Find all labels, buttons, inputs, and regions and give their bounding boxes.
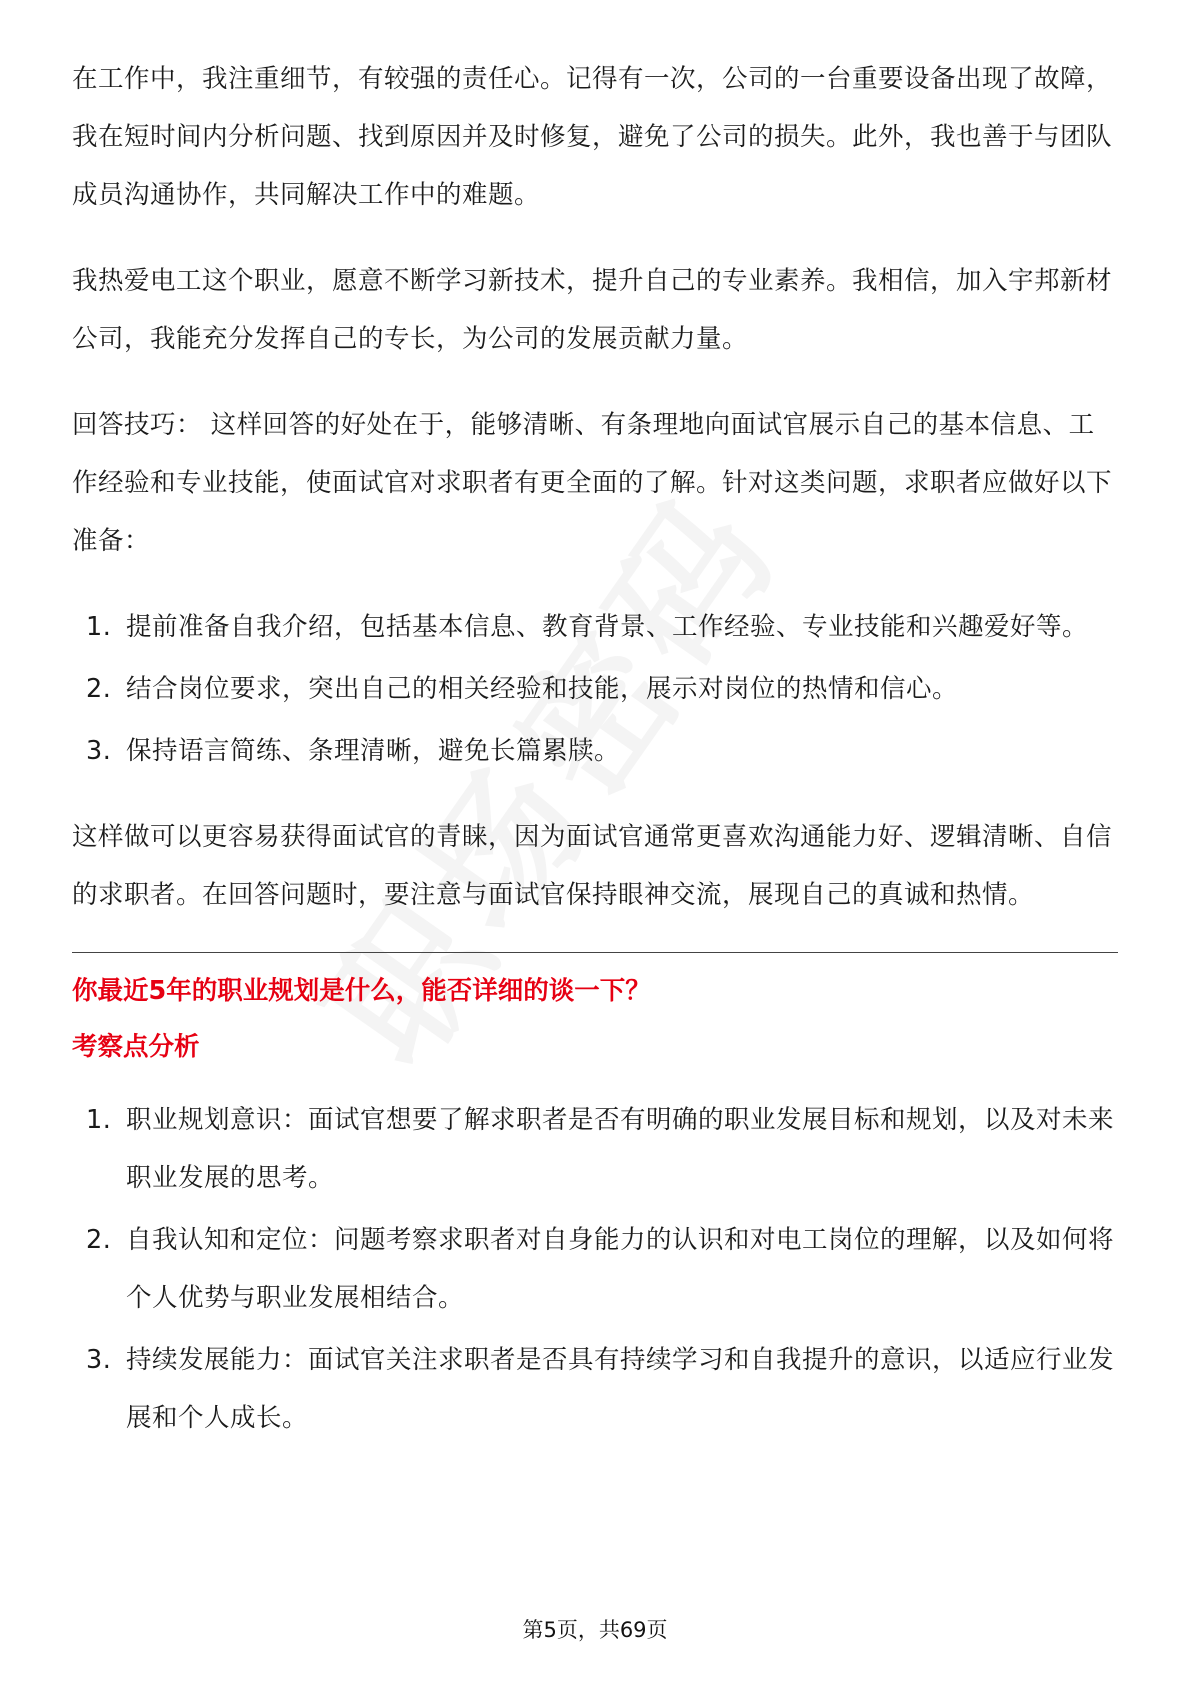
list-item (72, 1331, 1118, 1447)
analysis-heading: 考察点分析 (72, 1032, 200, 1062)
list-item (72, 722, 1118, 780)
paragraph: 在工作中，我注重细节，有较强的责任心。记得有一次，公司的一台重要设备出现了故障，我在短时间内分析问题、找到原因并及时修复，避免了公司的损失。此外，我也善于与团队成员沟通协作，共同解决工作中的难题。 (72, 64, 1113, 210)
list-item-text: 提前准备自我介绍，包括基本信息、教育背景、工作经验、专业技能和兴趣爱好等。 (126, 612, 1089, 642)
list-number: 2. (86, 674, 112, 704)
answer-tips-paragraph: 回答技巧： 这样回答的好处在于，能够清晰、有条理地向面试官展示自己的基本信息、工作经验和专业技能，使面试官对求职者有更全面的了解。针对这类问题，求职者应做好以下准备： (72, 410, 1113, 556)
list-item-text: 职业规划意识：面试官想要了解求职者是否有明确的职业发展目标和规划，以及对未来职业发展的思考。 (126, 1105, 1115, 1193)
list-number: 2. (86, 1225, 112, 1255)
list-item (72, 660, 1118, 718)
analysis-list (72, 1091, 1118, 1447)
list-item (72, 598, 1118, 656)
section-divider (72, 952, 1118, 953)
list-number: 3. (86, 736, 112, 766)
list-number: 3. (86, 1345, 112, 1375)
paragraph: 这样做可以更容易获得面试官的青睐，因为面试官通常更喜欢沟通能力好、逻辑清晰、自信的求职者。在回答问题时，要注意与面试官保持眼神交流，展现自己的真诚和热情。 (72, 822, 1113, 910)
list-number: 1. (86, 612, 112, 642)
page-footer: 第5页，共69页 (522, 1618, 668, 1642)
list-item-text: 结合岗位要求，突出自己的相关经验和技能，展示对岗位的热情和信心。 (126, 674, 959, 704)
list-item-text: 保持语言简练、条理清晰，避免长篇累牍。 (126, 736, 621, 766)
list-number: 1. (86, 1105, 112, 1135)
paragraph: 我热爱电工这个职业，愿意不断学习新技术，提升自己的专业素养。我相信，加入宇邦新材公司，我能充分发挥自己的专长，为公司的发展贡献力量。 (72, 266, 1113, 354)
list-item (72, 1211, 1118, 1327)
document-page (72, 50, 1118, 1475)
question-title: 你最近5年的职业规划是什么，能否详细的谈一下？ (72, 976, 651, 1006)
list-item-text: 自我认知和定位：问题考察求职者对自身能力的认识和对电工岗位的理解，以及如何将个人优势与职业发展相结合。 (126, 1225, 1115, 1313)
tips-list (72, 598, 1118, 780)
list-item-text: 持续发展能力：面试官关注求职者是否具有持续学习和自我提升的意识，以适应行业发展和个人成长。 (126, 1345, 1115, 1433)
list-item (72, 1091, 1118, 1207)
